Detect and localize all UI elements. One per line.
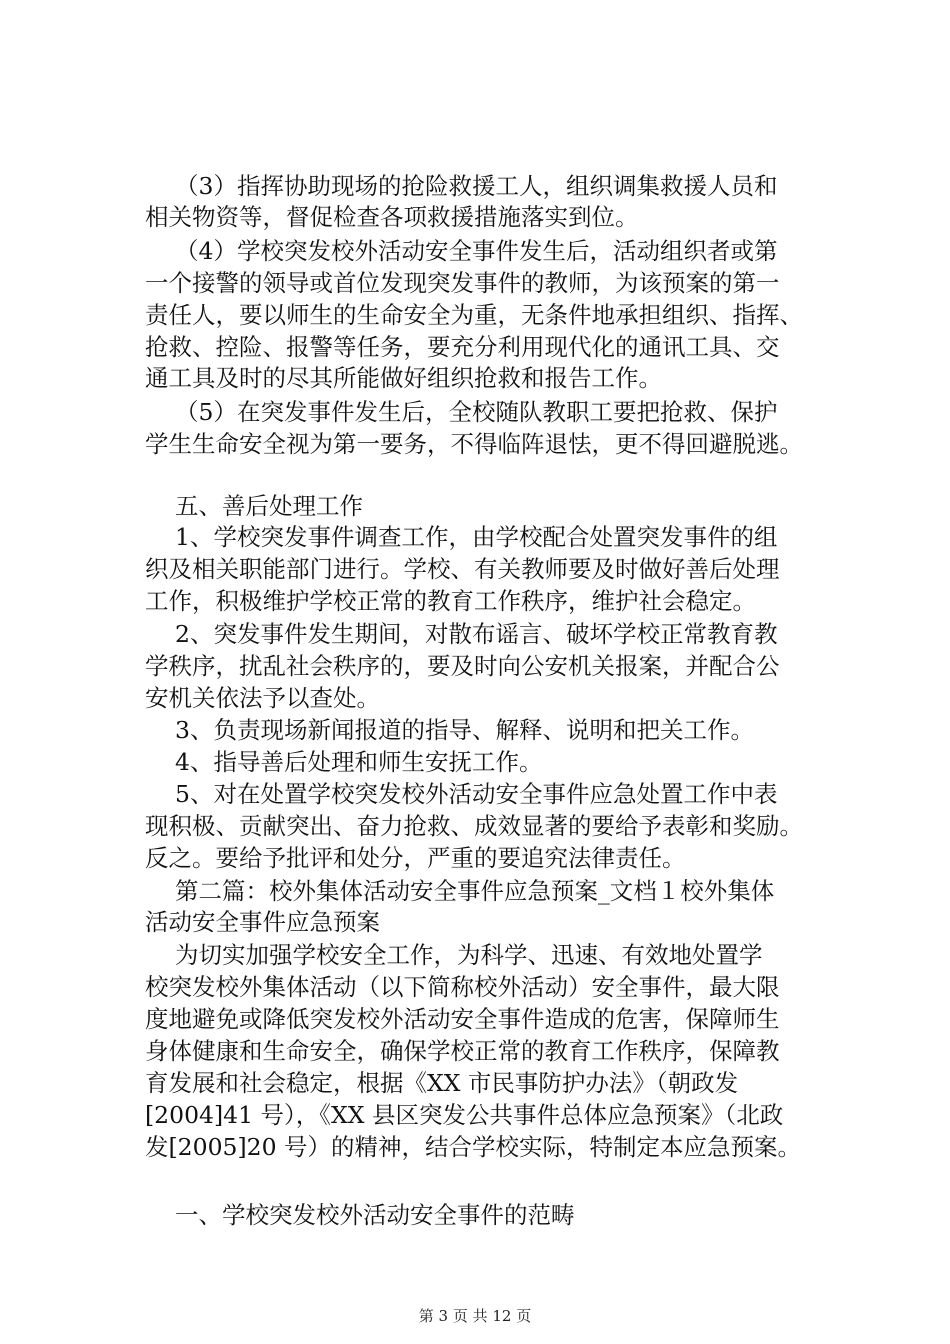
paragraph-line: 为切实加强学校安全工作，为科学、迅速、有效地处置学	[175, 941, 763, 969]
paragraph-line: 发[2005]20 号）的精神，结合学校实际，特制定本应急预案。	[145, 1133, 802, 1161]
paragraph-line: 安机关依法予以查处。	[145, 684, 380, 712]
paragraph-line: （3）指挥协助现场的抢险救援工人，组织调集救援人员和	[175, 172, 778, 200]
paragraph-line: 抢救、控险、报警等任务，要充分利用现代化的通讯工具、交	[145, 333, 780, 361]
section-heading: 五、善后处理工作	[175, 492, 363, 520]
paragraph-line: 度地避免或降低突发校外活动安全事件造成的危害，保障师生	[145, 1005, 780, 1033]
paragraph-line: （5）在突发事件发生后，全校随队教职工要把抢救、保护	[175, 398, 778, 426]
article-title: 第二篇：校外集体活动安全事件应急预案_文档１校外集体	[175, 877, 775, 905]
paragraph-line: 5、对在处置学校突发校外活动安全事件应急处置工作中表	[175, 780, 778, 808]
paragraph-line: 4、指导善后处理和师生安抚工作。	[175, 748, 543, 776]
paragraph-line: 学生生命安全视为第一要务，不得临阵退怯，更不得回避脱逃。	[145, 430, 803, 458]
paragraph-line: 通工具及时的尽其所能做好组织抢救和报告工作。	[145, 364, 662, 392]
paragraph-line: 现积极、贡献突出、奋力抢救、成效显著的要给予表彰和奖励。	[145, 812, 803, 840]
section-heading: 一、学校突发校外活动安全事件的范畴	[175, 1201, 575, 1229]
paragraph-line: 工作，积极维护学校正常的教育工作秩序，维护社会稳定。	[145, 587, 756, 615]
paragraph-line: 一个接警的领导或首位发现突发事件的教师，为该预案的第一	[145, 269, 780, 297]
paragraph-line: [2004]41 号），《XX 县区突发公共事件总体应急预案》（北政	[145, 1101, 784, 1129]
paragraph-line: 育发展和社会稳定，根据《XX 市民事防护办法》（朝政发	[145, 1069, 739, 1097]
paragraph-line: 学秩序，扰乱社会秩序的，要及时向公安机关报案，并配合公	[145, 652, 780, 680]
paragraph-line: 3、负责现场新闻报道的指导、解释、说明和把关工作。	[175, 716, 754, 744]
paragraph-line: 反之。要给予批评和处分，严重的要追究法律责任。	[145, 844, 686, 872]
paragraph-line: 校突发校外集体活动（以下简称校外活动）安全事件，最大限	[145, 973, 780, 1001]
paragraph-line: 1、学校突发事件调查工作，由学校配合处置突发事件的组	[175, 523, 778, 551]
page-number: 第 3 页 共 12 页	[418, 1307, 532, 1325]
paragraph-line: 身体健康和生命安全，确保学校正常的教育工作秩序，保障教	[145, 1037, 780, 1065]
paragraph-line: （4）学校突发校外活动安全事件发生后，活动组织者或第	[175, 237, 778, 265]
paragraph-line: 责任人，要以师生的生命安全为重，无条件地承担组织、指挥、	[145, 301, 803, 329]
article-title: 活动安全事件应急预案	[145, 908, 380, 936]
paragraph-line: 织及相关职能部门进行。学校、有关教师要及时做好善后处理	[145, 555, 780, 583]
paragraph-line: 相关物资等，督促检查各项救援措施落实到位。	[145, 203, 639, 231]
paragraph-line: 2、突发事件发生期间，对散布谣言、破坏学校正常教育教	[175, 620, 778, 648]
